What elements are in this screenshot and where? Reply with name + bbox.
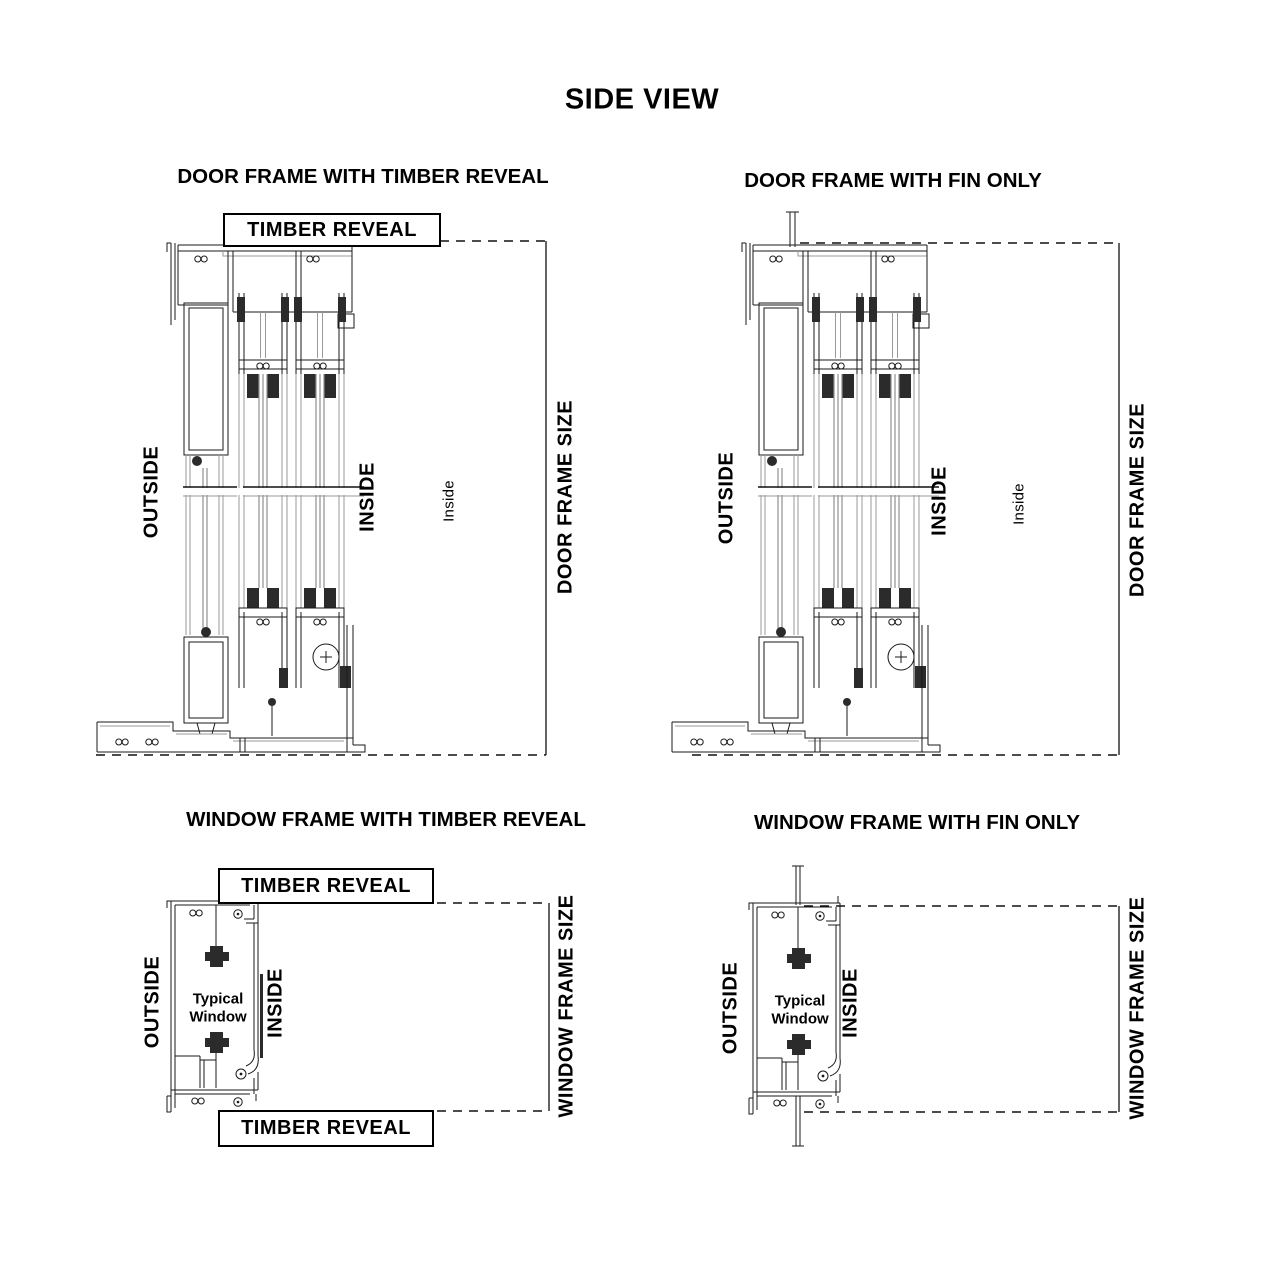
timber-reveal-callout: TIMBER REVEAL bbox=[223, 213, 441, 247]
label-window-frame-size: WINDOW FRAME SIZE bbox=[555, 894, 578, 1118]
timber-reveal-callout-bottom: TIMBER REVEAL bbox=[218, 1110, 434, 1147]
label-inside: INSIDE bbox=[356, 462, 379, 532]
panel-title-window-fin: WINDOW FRAME WITH FIN ONLY bbox=[753, 811, 1081, 834]
label-door-frame-size: DOOR FRAME SIZE bbox=[554, 399, 577, 595]
label-door-frame-size: DOOR FRAME SIZE bbox=[1126, 402, 1149, 598]
label-typical-window: Typical Window bbox=[189, 990, 247, 1025]
panel-title-window-timber: WINDOW FRAME WITH TIMBER REVEAL bbox=[186, 808, 586, 831]
label-typical-window: Typical Window bbox=[771, 992, 829, 1027]
label-inside: INSIDE bbox=[839, 968, 862, 1038]
panel-title-door-fin: DOOR FRAME WITH FIN ONLY bbox=[744, 169, 1042, 192]
panel-title-door-timber: DOOR FRAME WITH TIMBER REVEAL bbox=[177, 165, 549, 188]
timber-reveal-callout-top: TIMBER REVEAL bbox=[218, 868, 434, 904]
door-frame-fin-drawing bbox=[690, 205, 1130, 780]
page-title: SIDE VIEW bbox=[564, 83, 720, 116]
label-inside-small: Inside bbox=[440, 480, 458, 522]
label-outside: OUTSIDE bbox=[141, 955, 164, 1049]
label-inside: INSIDE bbox=[928, 466, 951, 536]
label-inside-small: Inside bbox=[1010, 483, 1028, 525]
label-outside: OUTSIDE bbox=[719, 961, 742, 1055]
door-frame-timber-drawing bbox=[95, 205, 560, 775]
label-window-frame-size: WINDOW FRAME SIZE bbox=[1126, 896, 1149, 1120]
label-outside: OUTSIDE bbox=[140, 445, 163, 539]
label-inside: INSIDE bbox=[264, 968, 287, 1038]
label-outside: OUTSIDE bbox=[715, 451, 738, 545]
